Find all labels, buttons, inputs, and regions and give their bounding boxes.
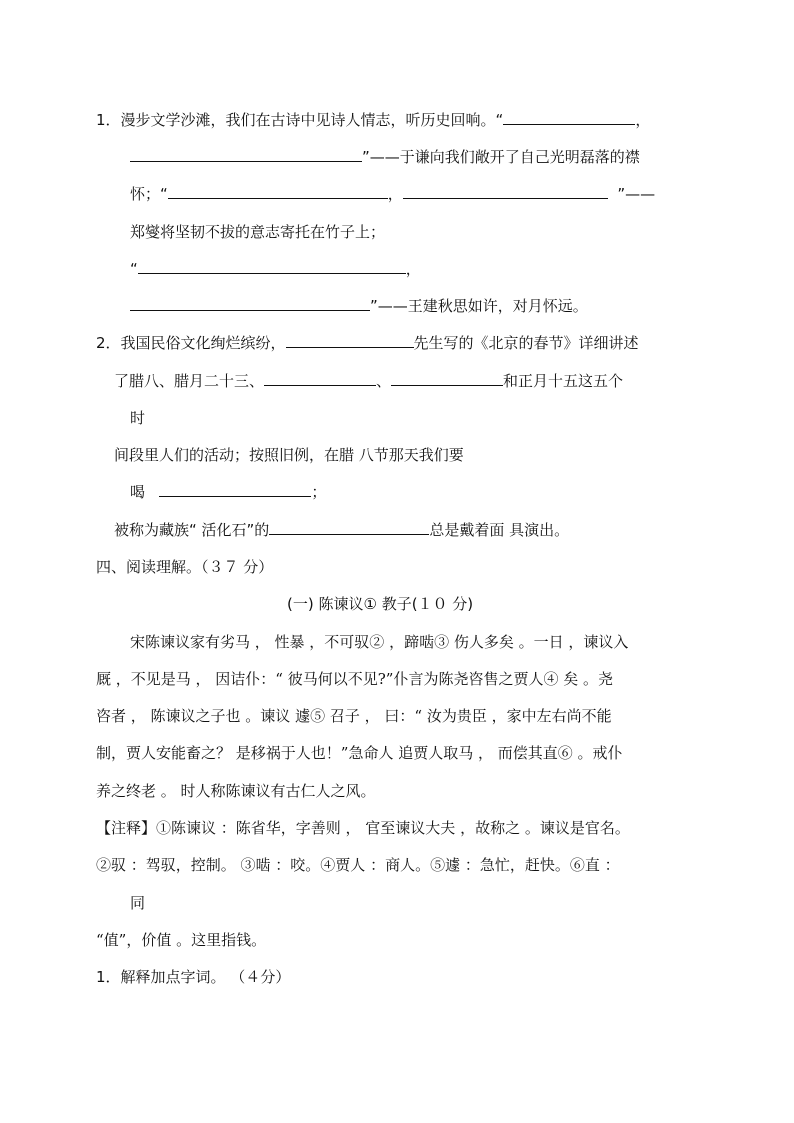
passage-line-5: 养之终老 。 时人称陈谏议有古仁人之风。	[96, 782, 376, 800]
q1-blank-4[interactable]	[403, 184, 608, 199]
q2-blank-1[interactable]	[286, 333, 414, 348]
q2-line-1-start: 2．我国民俗文化绚烂缤纷，	[96, 334, 286, 352]
q1-blank-2[interactable]	[130, 147, 362, 162]
q2-line-6-start: 被称为藏族“ 活化石”的	[114, 521, 270, 539]
q1-line-5-start: “	[130, 260, 138, 278]
q2-line-1	[96, 333, 639, 353]
q2-blank-5[interactable]	[269, 520, 429, 535]
section-heading: 四、阅读理解。（３７ 分）	[96, 558, 274, 576]
q1-line-3-mid: ，	[387, 185, 403, 203]
q2-line-5	[130, 482, 326, 502]
q1-line-1	[96, 110, 650, 130]
q2-line-5-end: ；	[311, 483, 327, 501]
q1-line-4: 郑燮将坚韧不拔的意志寄托在竹子上；	[130, 223, 386, 241]
q1-line-1-end: ，	[635, 111, 651, 129]
q2-line-6	[114, 520, 569, 540]
q1-line-1-text: 1．漫步文学沙滩，我们在古诗中见诗人情志，听历史回响。“	[96, 111, 504, 129]
q2-line-2-start: 了腊八、腊月二十三、	[114, 372, 265, 390]
q2-blank-4[interactable]	[159, 482, 311, 497]
q2-line-3: 时	[130, 409, 146, 427]
q2-line-6-end: 总是戴着面 具演出。	[429, 521, 570, 539]
q1-line-2	[130, 147, 640, 167]
q1-blank-6[interactable]	[130, 296, 370, 311]
q1-line-2-text: ”——于谦向我们敞开了自己光明磊落的襟	[362, 148, 640, 166]
passage-line-1: 宋陈谏议家有劣马 ， 性暴 ，不可驭② ，蹄啮③ 伤人多矣 。一日 ，谏议入	[130, 633, 629, 651]
q2-blank-3[interactable]	[391, 371, 503, 386]
q1-line-3	[130, 184, 655, 204]
q1-line-6	[130, 296, 588, 316]
q1-line-5-end: ，	[405, 260, 421, 278]
notes-line-4: “值”，价值 。这里指钱。	[96, 931, 267, 949]
notes-line-2: ②驭 ：驾驭，控制。 ③啮 ：咬。④贾人 ：商人。⑤遽 ：急忙，赶快。⑥直 ：	[96, 856, 620, 874]
passage-line-4: 制，贾人安能畜之？ 是移祸于人也！”急命人 追贾人取马 ， 而偿其直⑥ 。戒仆	[96, 744, 623, 762]
q2-line-2-mid: 、	[376, 372, 392, 390]
q2-line-4: 间段里人们的活动；按照旧例，在腊 八节那天我们要	[114, 446, 464, 464]
q2-line-2	[114, 371, 623, 391]
q2-line-1-end: 先生写的《北京的春节》详细讲述	[413, 334, 639, 352]
q1-blank-1[interactable]	[503, 110, 635, 125]
notes-line-1: 【注释】①陈谏议 ：陈省华，字善则 ， 官至谏议大夫 ，故称之 。谏议是官名。	[96, 819, 630, 837]
sub-question-1: 1．解释加点字词。 （４分）	[96, 968, 291, 986]
q1-blank-5[interactable]	[138, 259, 406, 274]
q2-line-5-start: 喝	[130, 483, 146, 501]
passage-line-3: 咨者 ， 陈谏议之子也 。谏议 遽⑤ 召子 ， 曰：“ 汝为贵臣 ，家中左右尚不能	[96, 707, 612, 725]
q1-blank-3[interactable]	[168, 184, 388, 199]
q1-line-5	[130, 259, 421, 279]
passage-line-2: 厩 ，不见是马 ， 因诘仆：“ 彼马何以不见?”仆言为陈尧咨售之贾人④ 矣 。尧	[96, 670, 613, 688]
notes-line-3: 同	[130, 894, 146, 912]
q1-line-3-end: ”——	[617, 185, 656, 203]
q1-line-3-start: 怀；“	[130, 185, 168, 203]
q1-line-6-text: ”——王建秋思如许，对月怀远。	[370, 297, 588, 315]
passage-title: (一) 陈谏议① 教子(１０ 分)	[287, 595, 474, 613]
q2-line-2-end: 和正月十五这五个	[503, 372, 624, 390]
q2-blank-2[interactable]	[264, 371, 376, 386]
